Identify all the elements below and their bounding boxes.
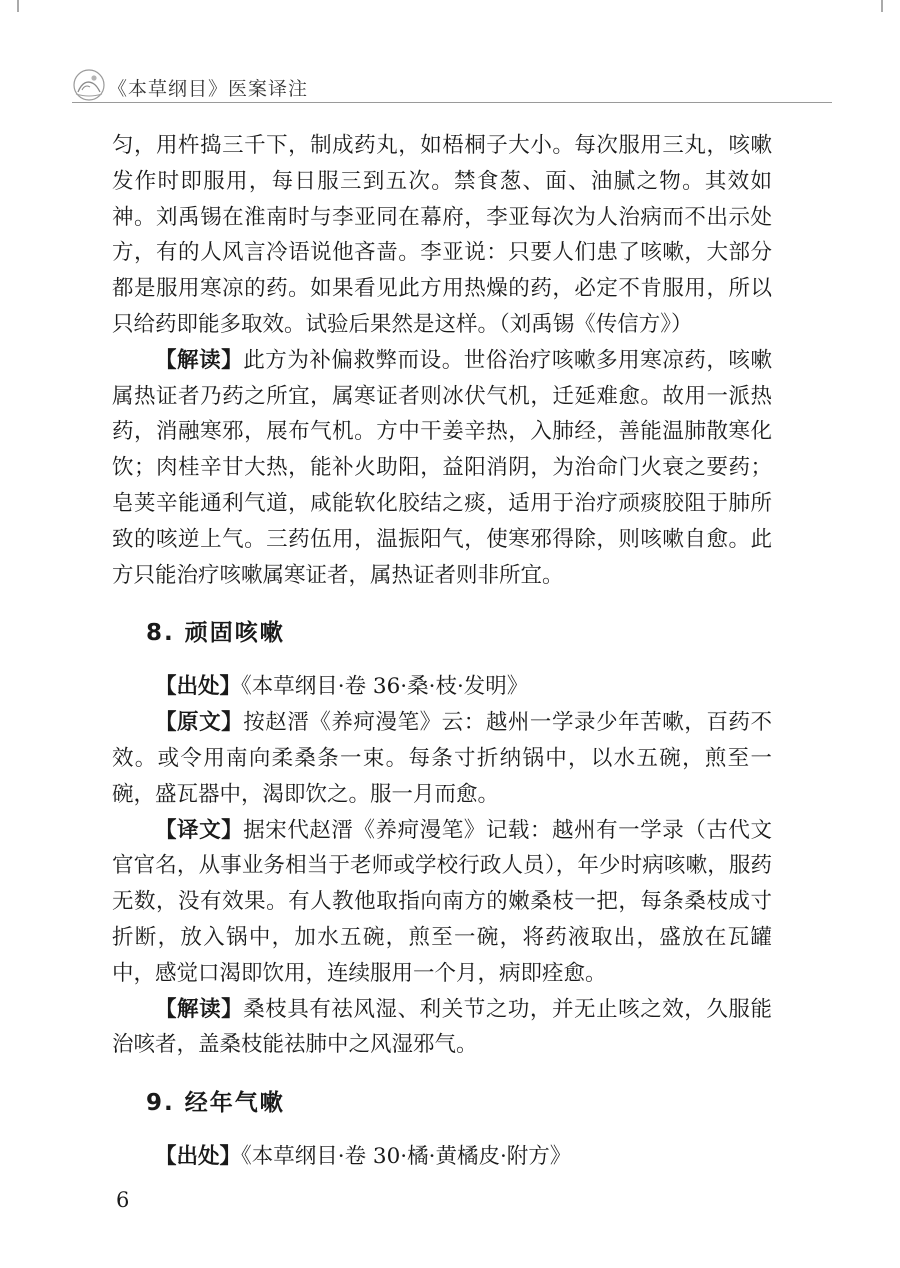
chuchu-label: 【出处】 [155,1144,242,1170]
header-ornament-icon [72,68,106,102]
crop-mark-top-right [880,0,900,16]
yiwen-text: 据宋代赵溍《养疴漫笔》记载：越州有一学录（古代文官官名，从事业务相当于老师或学校行政人员），年少时病咳嗽，服药无数，没有效果。有人教他取指向南方的嫩桑枝一把，每条桑枝成寸折断，放入锅中，加水五碗，煎至一碗，将药液取出，盛放在瓦罐中，感觉口渴即饮用，连续服用一个月，病即痊愈。 [112,817,772,986]
crop-mark-top-left [0,0,20,16]
section-8-source [112,669,772,705]
section-8-translation [112,813,772,992]
yiwen-label: 【译文】 [155,817,244,843]
jiedu-text: 桑枝具有祛风湿、利关节之功，并无止咳之效，久服能治咳者，盖桑枝能祛肺中之风湿邪气。 [112,996,772,1058]
page-body [112,128,772,1175]
yuanwen-text: 按赵溍《养疴漫笔》云：越州一学录少年苦嗽，百药不效。或令用南向柔桑条一束。每条寸折纳锅中，以水五碗，煎至一碗，盛瓦器中，渴即饮之。服一月而愈。 [112,710,772,807]
jiedu-label: 【解读】 [155,347,244,373]
jiedu-text: 此方为补偏救弊而设。世俗治疗咳嗽多用寒凉药，咳嗽属热证者乃药之所宜，属寒证者则冰伏气机，迁延难愈。故用一派热药，消融寒邪，展布气机。方中干姜辛热，入肺经，善能温肺散寒化饮；肉桂辛甘大热，能补火助阳，益阳消阴，为治命门火衰之要药；皂荚辛能通利气道，咸能软化胶结之痰，适用于治疗顽痰胶阻于肺所致的咳逆上气。三药伍用，温振阳气，使寒邪得除，则咳嗽自愈。此方只能治疗咳嗽属寒证者，属热证者则非所宜。 [112,347,772,588]
intro-paragraph: 匀，用杵捣三千下，制成药丸，如梧桐子大小。每次服用三丸，咳嗽发作时即服用，每日服三到五次。禁食葱、面、油腻之物。其效如神。刘禹锡在淮南时与李亚同在幕府，李亚每次为人治病而不出示处方，有的人风言冷语说他吝啬。李亚说：只要人们患了咳嗽，大部分都是服用寒凉的药。如果看见此方用热燥的药，必定不肯服用，所以只给药即能多取效。试验后果然是这样。（刘禹锡《传信方》） [112,133,772,337]
chuchu-label: 【出处】 [155,674,242,700]
chuchu-text: 《本草纲目·卷 30·橘·黄橘皮·附方》 [241,1144,572,1170]
chuchu-text: 《本草纲目·卷 36·桑·枝·发明》 [241,674,529,700]
yuanwen-label: 【原文】 [155,710,244,736]
running-header [72,66,832,106]
section-8-interpretation [112,992,772,1064]
section-9-source [112,1139,772,1175]
section-8-original [112,705,772,812]
section-8-heading: 8. 顽固咳嗽 [146,620,285,647]
header-book-title: 《本草纲目》医案译注 [108,78,309,100]
intro-jiedu-paragraph [112,343,772,594]
section-9-heading: 9. 经年气嗽 [146,1090,285,1117]
jiedu-label: 【解读】 [155,996,244,1022]
header-rule [72,102,832,103]
page-number: 6 [116,1188,130,1212]
